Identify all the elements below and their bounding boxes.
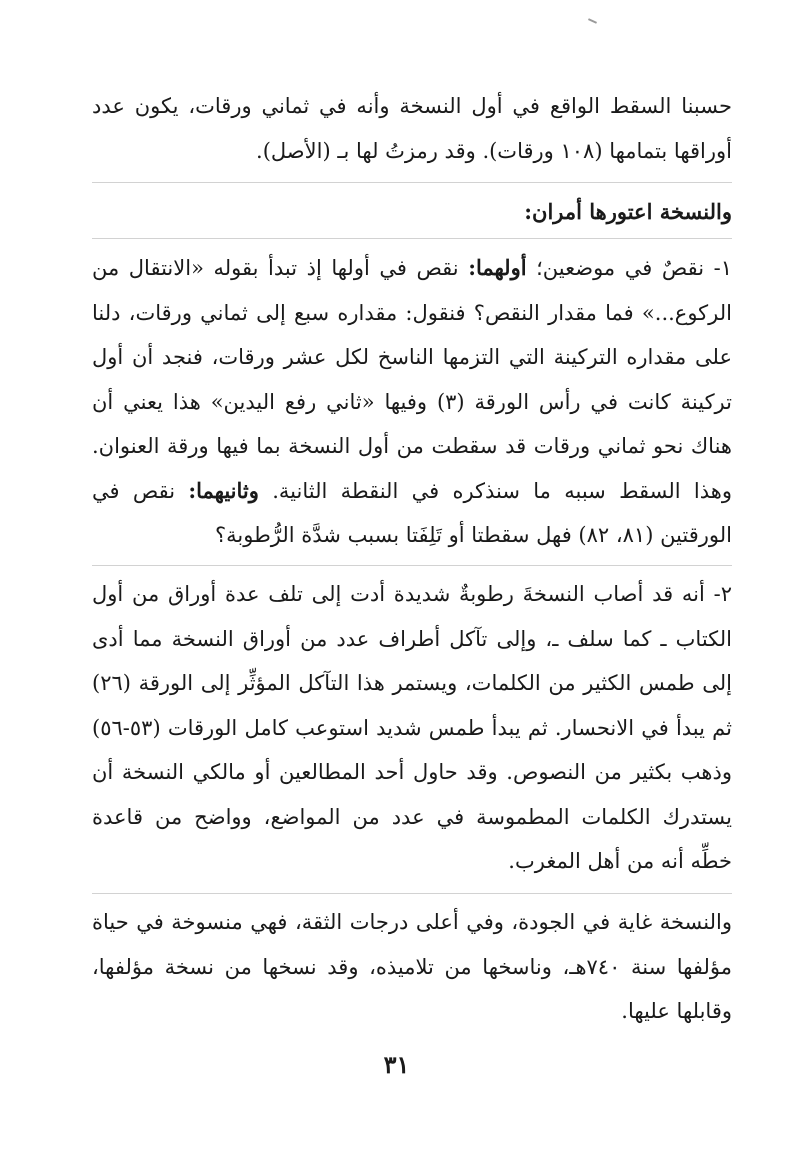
paragraph-text: ٢- أنه قد أصاب النسخةَ رطوبةٌ شديدة أدت إلى تلف عدة أوراق من أول الكتاب ـ كما سلف ـ، وإلى تآكل أطراف عدد من أوراق النسخة مما أدى إلى طمس الكثير من الكلمات، ويستمر هذا التآكل المؤثِّر إلى الورقة (٢٦) ثم يبدأ في الانحسار. ثم يبدأ طمس شديد استوعب كامل الورقات (٥٣-٥٦) وذهب بكثير من النصوص. وقد حاول أحد المطالعين أو مالكي النسخة أن يستدرك الكلمات المطموسة في عدد من المواضع، وواضح من قاعدة خطِّه أنه من أهل المغرب. <box>92 582 732 873</box>
divider <box>92 893 732 894</box>
paragraph-second-issue <box>92 572 732 884</box>
scan-speck <box>588 18 597 24</box>
paragraph-source-count <box>92 84 732 173</box>
paragraph-text: والنسخة غاية في الجودة، وفي أعلى درجات الثقة، فهي منسوخة في حياة مؤلفها سنة ٧٤٠هـ، وناسخها من تلاميذه، وقد نسخها من نسخة مؤلفها، وقابلها عليها. <box>92 910 732 1023</box>
item-body-second: نقص في الورقتين (٨١، ٨٢) فهل سقطتا أو تَلِفَتا بسبب شدَّة الرُّطوبة؟ <box>92 478 732 547</box>
term-second: وثانيهما: <box>188 477 259 503</box>
divider <box>92 565 732 566</box>
paragraph-first-issue <box>92 246 732 558</box>
item-body: نقص في أولها إذ تبدأ بقوله «الانتقال من الركوع...» فما مقدار النقص؟ فنقول: مقداره سبع إلى ثماني ورقات، دلنا على مقداره التركينة التي التزمها الناسخ لكل عشر ورقات، فنجد أن أول تركينة كانت في رأس الورقة (٣) وفيها «ثاني رفع اليدين» هذا يعني أن هناك نحو ثماني ورقات قد سقطت من أول النسخة بما فيها ورقة العنوان. وهذا السقط سببه ما سنذكره في النقطة الثانية. <box>92 256 732 503</box>
page-number: ٣١ <box>383 1050 410 1079</box>
paragraph-text <box>92 246 732 558</box>
paragraph-quality <box>92 900 732 1034</box>
heading-text: والنسخة اعتورها أمران: <box>524 199 732 224</box>
paragraph-text: حسبنا السقط الواقع في أول النسخة وأنه في ثماني ورقات، يكون عدد أوراقها بتمامها (١٠٨ ورقات). وقد رمزتُ لها بـ (الأصل). <box>92 94 732 163</box>
term-first: أولهما: <box>468 255 527 280</box>
divider <box>92 182 732 183</box>
item-intro: ١- نقصٌ في موضعين؛ <box>536 256 732 280</box>
divider <box>92 238 732 239</box>
section-heading <box>92 192 732 232</box>
